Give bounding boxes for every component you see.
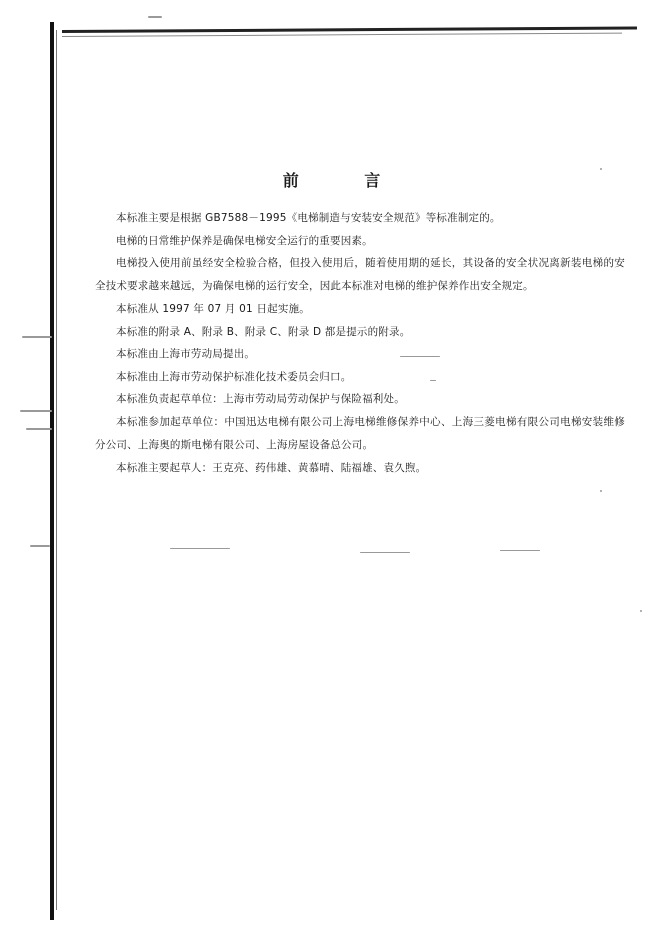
scan-speck <box>170 548 230 549</box>
scan-speck <box>22 336 52 338</box>
scan-speck <box>30 545 50 547</box>
foreword-body <box>95 207 625 479</box>
paragraph: 本标准负责起草单位：上海市劳动局劳动保护与保险福利处。 <box>116 393 405 405</box>
paragraph: 本标准的附录 A、附录 B、附录 C、附录 D 都是提示的附录。 <box>116 325 411 338</box>
paragraph: 电梯的日常维护保养是确保电梯安全运行的重要因素。 <box>116 234 373 247</box>
page-title: 前 言 <box>282 171 411 190</box>
paragraph: 本标准主要起草人：王克亮、药伟雄、黄慕晴、陆福雄、袁久煦。 <box>116 461 427 474</box>
scan-speck <box>148 16 162 18</box>
paragraph: 本标准主要是根据 GB7588－1995《电梯制造与安装安全规范》等标准制定的。 <box>116 212 501 224</box>
binding-edge-line <box>50 22 54 920</box>
scan-speck <box>640 610 642 612</box>
top-border-shadow <box>62 33 622 37</box>
paragraph: 本标准由上海市劳动保护标准化技术委员会归口。 <box>116 370 352 383</box>
scan-speck <box>20 410 52 412</box>
scan-speck <box>360 552 410 553</box>
paragraph: 本标准从 1997 年 07 月 01 日起实施。 <box>116 303 310 315</box>
scan-speck <box>26 428 52 430</box>
scan-speck <box>500 550 540 551</box>
paragraph: 本标准参加起草单位：中国迅达电梯有限公司上海电梯维修保养中心、上海三菱电梯有限公司电梯安装维修分公司、上海奥的斯电梯有限公司、上海房屋设备总公司。 <box>95 415 625 451</box>
paragraph: 本标准由上海市劳动局提出。 <box>116 348 256 360</box>
scan-speck <box>400 356 440 357</box>
scan-speck <box>430 380 436 381</box>
binding-edge-shadow <box>56 30 57 910</box>
scan-speck <box>600 490 602 492</box>
paragraph: 电梯投入使用前虽经安全检验合格，但投入使用后，随着使用期的延长，其设备的安全状况离新装电梯的安全技术要求越来越远，为确保电梯的运行安全，因此本标准对电梯的维护保养作出安全规定。 <box>95 257 625 292</box>
scan-speck <box>600 168 602 170</box>
